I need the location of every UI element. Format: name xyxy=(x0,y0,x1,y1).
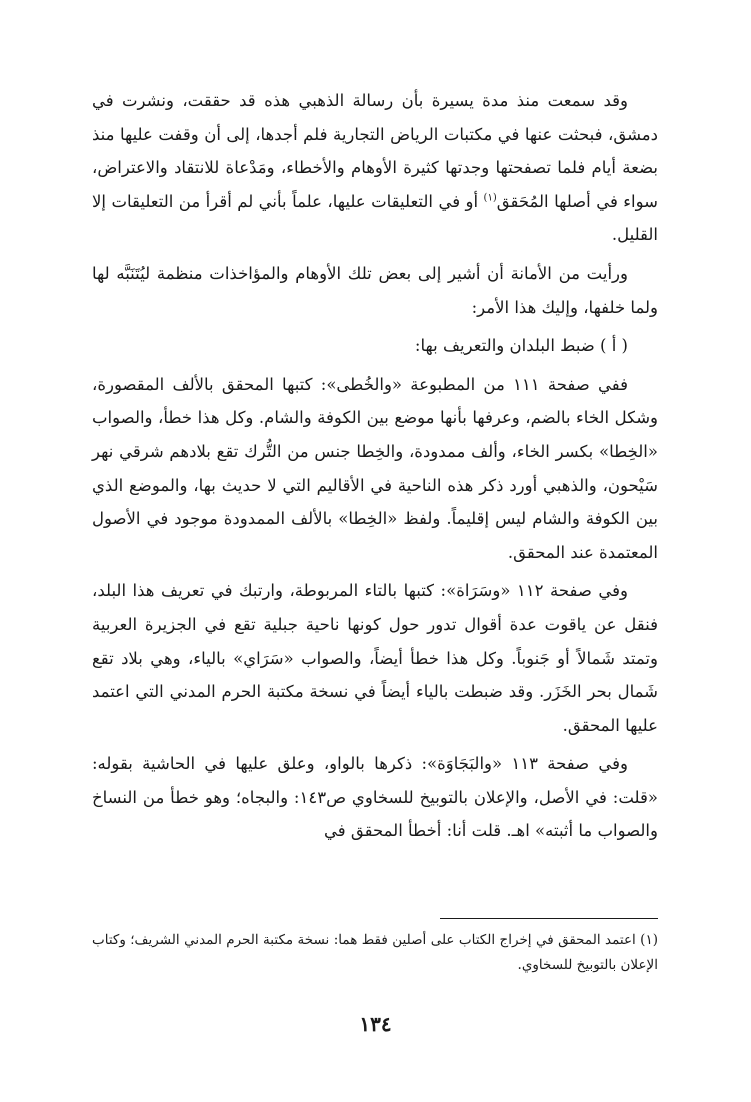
paragraph-3: ففي صفحة ١١١ من المطبوعة «والخُطى»: كتبها المحقق بالألف المقصورة، وشكل الخاء بالضم، وعرفها بأنها موضع بين الكوفة والشام. وكل هذا خطأ، والصواب «الخِطا» بكسر الخاء، وألف ممدودة، والخِطا جنس من التُّرك تقع بلادهم شرقي نهر سَيْحون، والذهبي أورد ذكر هذه الناحية في الأقاليم التي لا حديث بها، والموضع الذي بين الكوفة والشام ليس إقليماً. ولفظ «الخِطا» بالألف الممدودة موجود في الأصول المعتمدة عند المحقق. xyxy=(92,374,658,562)
paragraph-5: وفي صفحة ١١٣ «والبَجَاوَة»: ذكرها بالواو، وعلق عليها في الحاشية بقوله: «قلت: في الأصل، والإعلان بالتوبيخ للسخاوي ص١٤٣: والبجاه؛ وهو خطأ من النساخ والصواب ما أثبته» اهـ. قلت أنا: أخطأ المحقق في xyxy=(92,754,658,841)
footnote-marker: (١) xyxy=(483,192,497,204)
page-number: ١٣٤ xyxy=(359,1012,392,1036)
main-text xyxy=(92,84,658,848)
paragraph-2: ورأيت من الأمانة أن أشير إلى بعض تلك الأوهام والمؤاخذات منظمة ليُتَنَبَّه لها ولما خلفها، وإليك هذا الأمر: xyxy=(92,263,658,317)
paragraph-1-text-after: أو في التعليقات عليها، علماً بأني لم أقرأ من التعليقات إلا القليل. xyxy=(92,191,658,245)
paragraph-1 xyxy=(92,84,658,252)
paragraph-1-text: وقد سمعت منذ مدة يسيرة بأن رسالة الذهبي هذه قد حققت، ونشرت في دمشق، فبحثت عنها في مكتبات الرياض التجارية فلم أجدها، إلى أن وقفت عليها منذ بضعة أيام فلما تصفحتها وجدتها كثيرة الأوهام والأخطاء، ومَدْعاة للانتقاد والاعتراض، سواء في أصلها المُحَقق xyxy=(92,91,658,211)
footnote-divider xyxy=(440,918,658,919)
footnote: (١) اعتمد المحقق في إخراج الكتاب على أصلين فقط هما: نسخة مكتبة الحرم المدني الشريف؛ وكتاب الإعلان بالتوبيخ للسخاوي. xyxy=(92,932,658,973)
section-heading-a: ( أ ) ضبط البلدان والتعريف بها: xyxy=(414,336,628,356)
paragraph-4: وفي صفحة ١١٢ «وسَرَاة»: كتبها بالتاء المربوطة، وارتبك في تعريف هذا البلد، فنقل عن ياقوت عدة أقوال تدور حول كونها ناحية جبلية تقع في الجزيرة العربية وتمتد شَمالاً أو جَنوباً. وكل هذا خطأ أيضاً، والصواب «سَرَاي» بالياء، وهي بلاد تقع شَمال بحر الخَزَر. وقد ضبطت بالياء أيضاً في نسخة مكتبة الحرم المدني التي اعتمد عليها المحقق. xyxy=(92,581,658,735)
